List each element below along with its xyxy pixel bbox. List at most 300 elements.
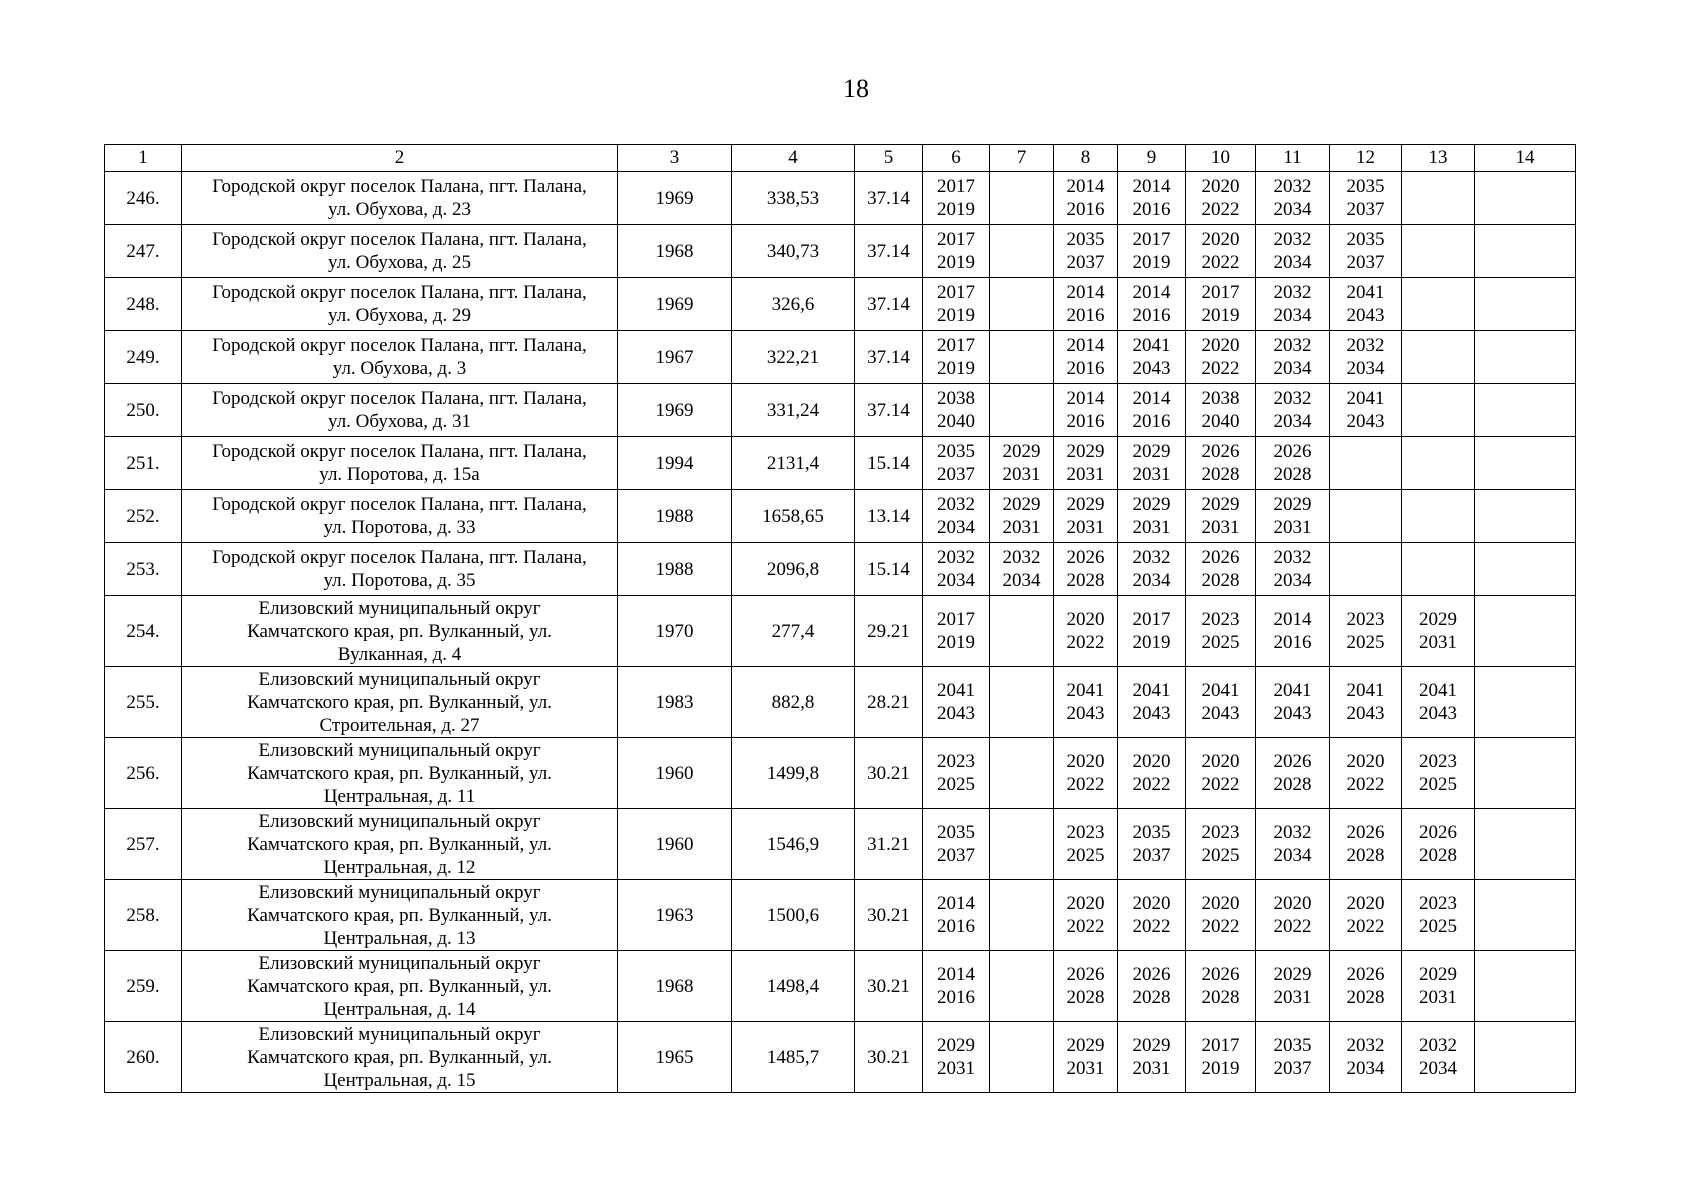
period-cell — [1054, 596, 1118, 667]
address-line: Елизовский муниципальный округ — [258, 810, 541, 832]
period-cell — [1256, 880, 1330, 951]
period-year: 2017 — [1132, 229, 1171, 250]
column-number: 8 — [1054, 145, 1118, 172]
row-number: 249. — [105, 331, 182, 384]
period-year: 2019 — [937, 305, 975, 326]
period-year: 2028 — [1201, 570, 1240, 591]
period-year: 2043 — [1346, 411, 1385, 432]
period-year: 2032 — [1273, 282, 1312, 303]
table-row — [105, 1022, 1576, 1093]
period-cell — [1475, 225, 1576, 278]
period-year: 2034 — [1346, 358, 1385, 379]
period-year: 2041 — [1346, 282, 1385, 303]
period-year: 2022 — [1201, 916, 1240, 937]
table-row — [105, 225, 1576, 278]
period-year: 2020 — [1132, 751, 1171, 772]
period-year: 2028 — [1201, 464, 1240, 485]
period-cell — [1054, 172, 1118, 225]
period-year: 2028 — [1066, 570, 1105, 591]
period-cell — [1475, 331, 1576, 384]
address-cell — [182, 543, 618, 596]
table-row — [105, 596, 1576, 667]
period-year: 2034 — [1273, 845, 1312, 866]
code-cell: 30.21 — [855, 951, 923, 1022]
table-row — [105, 437, 1576, 490]
period-year: 2022 — [1132, 916, 1171, 937]
code-cell: 31.21 — [855, 809, 923, 880]
period-year: 2016 — [937, 987, 975, 1008]
period-year: 2014 — [1132, 176, 1171, 197]
row-number: 246. — [105, 172, 182, 225]
period-cell — [1118, 543, 1186, 596]
address-line: Центральная, д. 14 — [323, 998, 476, 1020]
area-cell: 2131,4 — [732, 437, 855, 490]
period-cell — [1402, 490, 1475, 543]
period-year: 2034 — [1346, 1058, 1385, 1079]
period-cell — [1330, 880, 1402, 951]
period-cell — [1256, 667, 1330, 738]
period-cell — [990, 490, 1054, 543]
address-cell — [182, 225, 618, 278]
period-year: 2031 — [1132, 1058, 1171, 1079]
period-year: 2022 — [1201, 199, 1240, 220]
period-year: 2041 — [1132, 335, 1171, 356]
period-cell — [1054, 384, 1118, 437]
period-cell — [1054, 278, 1118, 331]
period-cell — [1256, 1022, 1330, 1093]
period-cell — [1402, 809, 1475, 880]
period-year: 2041 — [1346, 388, 1385, 409]
period-cell — [1118, 331, 1186, 384]
period-year: 2028 — [1273, 774, 1312, 795]
period-cell — [990, 809, 1054, 880]
period-cell — [1475, 596, 1576, 667]
table-row — [105, 490, 1576, 543]
period-cell — [1118, 384, 1186, 437]
period-year: 2019 — [937, 358, 975, 379]
period-year: 2037 — [937, 845, 975, 866]
table-row — [105, 543, 1576, 596]
period-year: 2040 — [1201, 411, 1240, 432]
period-cell — [1054, 1022, 1118, 1093]
period-year: 2035 — [1066, 229, 1105, 250]
build-year-cell: 1970 — [618, 596, 732, 667]
period-year: 2043 — [1132, 358, 1171, 379]
period-year: 2043 — [1419, 703, 1457, 724]
period-year: 2032 — [1273, 822, 1312, 843]
period-cell — [1402, 951, 1475, 1022]
address-cell — [182, 331, 618, 384]
period-cell — [1186, 738, 1256, 809]
period-cell — [990, 951, 1054, 1022]
period-year: 2017 — [1132, 609, 1171, 630]
period-year: 2026 — [1066, 547, 1105, 568]
build-year-cell: 1988 — [618, 490, 732, 543]
period-year: 2031 — [1066, 1058, 1105, 1079]
period-cell — [923, 543, 990, 596]
address-line: Камчатского края, рп. Вулканный, ул. — [247, 620, 552, 642]
period-cell — [990, 880, 1054, 951]
period-year: 2028 — [1273, 464, 1312, 485]
build-year-cell: 1963 — [618, 880, 732, 951]
period-year: 2014 — [937, 964, 975, 985]
period-cell — [1330, 384, 1402, 437]
period-year: 2019 — [937, 632, 975, 653]
address-line: Городской округ поселок Палана, пгт. Палана, — [212, 494, 587, 515]
period-year: 2034 — [1273, 358, 1312, 379]
period-year: 2023 — [1201, 822, 1240, 843]
period-cell — [1330, 331, 1402, 384]
address-line: ул. Поротова, д. 15а — [319, 464, 480, 485]
address-line: Елизовский муниципальный округ — [258, 1023, 541, 1045]
period-year: 2029 — [937, 1035, 975, 1056]
table-row — [105, 331, 1576, 384]
period-cell — [1054, 490, 1118, 543]
address-line: Городской округ поселок Палана, пгт. Палана, — [212, 547, 587, 568]
build-year-cell: 1969 — [618, 278, 732, 331]
period-year: 2020 — [1201, 751, 1240, 772]
column-number: 4 — [732, 145, 855, 172]
period-year: 2022 — [1066, 632, 1105, 653]
period-year: 2035 — [1346, 176, 1385, 197]
period-year: 2031 — [1066, 517, 1105, 538]
period-cell — [1256, 596, 1330, 667]
row-number: 247. — [105, 225, 182, 278]
table-row — [105, 278, 1576, 331]
period-year: 2020 — [1273, 893, 1312, 914]
period-year: 2041 — [1346, 680, 1385, 701]
row-number: 252. — [105, 490, 182, 543]
period-year: 2026 — [1419, 822, 1457, 843]
period-year: 2032 — [1273, 335, 1312, 356]
table-row — [105, 738, 1576, 809]
period-year: 2014 — [1066, 176, 1105, 197]
period-year: 2032 — [1273, 388, 1312, 409]
period-year: 2041 — [1201, 680, 1240, 701]
period-year: 2017 — [937, 609, 975, 630]
period-cell — [1402, 1022, 1475, 1093]
address-line: ул. Обухова, д. 29 — [328, 305, 471, 326]
column-number: 3 — [618, 145, 732, 172]
code-cell: 37.14 — [855, 172, 923, 225]
row-number: 255. — [105, 667, 182, 738]
address-line: Городской округ поселок Палана, пгт. Палана, — [212, 282, 587, 303]
period-year: 2029 — [1419, 964, 1457, 985]
period-year: 2022 — [1201, 358, 1240, 379]
period-year: 2025 — [1346, 632, 1385, 653]
period-year: 2014 — [1066, 282, 1105, 303]
period-cell — [1475, 1022, 1576, 1093]
period-year: 2022 — [1066, 916, 1105, 937]
area-cell: 1546,9 — [732, 809, 855, 880]
address-line: ул. Обухова, д. 31 — [328, 411, 471, 432]
period-cell — [1402, 880, 1475, 951]
period-year: 2041 — [1273, 680, 1312, 701]
build-year-cell: 1988 — [618, 543, 732, 596]
period-cell — [923, 437, 990, 490]
period-year: 2025 — [1419, 916, 1457, 937]
period-year: 2041 — [937, 680, 975, 701]
address-line: Центральная, д. 12 — [323, 856, 476, 878]
period-year: 2019 — [1201, 305, 1240, 326]
period-cell — [1402, 738, 1475, 809]
period-year: 2029 — [1066, 441, 1105, 462]
period-year: 2032 — [1273, 547, 1312, 568]
address-line: Центральная, д. 15 — [323, 1069, 476, 1091]
period-year: 2022 — [1066, 774, 1105, 795]
period-year: 2019 — [937, 252, 975, 273]
period-year: 2028 — [1346, 987, 1385, 1008]
column-number: 14 — [1475, 145, 1576, 172]
build-year-cell: 1960 — [618, 738, 732, 809]
period-year: 2022 — [1346, 774, 1385, 795]
period-cell — [1256, 809, 1330, 880]
period-cell — [1256, 172, 1330, 225]
period-cell — [1475, 809, 1576, 880]
period-year: 2031 — [937, 1058, 975, 1079]
code-cell: 28.21 — [855, 667, 923, 738]
period-cell — [1186, 437, 1256, 490]
period-cell — [1186, 596, 1256, 667]
period-cell — [1054, 951, 1118, 1022]
period-cell — [1118, 278, 1186, 331]
address-line: Камчатского края, рп. Вулканный, ул. — [247, 1046, 552, 1068]
period-cell — [1330, 490, 1402, 543]
period-cell — [1118, 880, 1186, 951]
period-year: 2040 — [937, 411, 975, 432]
code-cell: 15.14 — [855, 437, 923, 490]
row-number: 256. — [105, 738, 182, 809]
period-cell — [1054, 809, 1118, 880]
address-line: Елизовский муниципальный округ — [258, 668, 541, 690]
period-year: 2016 — [1132, 199, 1171, 220]
period-year: 2043 — [1132, 703, 1171, 724]
period-cell — [990, 437, 1054, 490]
period-year: 2016 — [1066, 199, 1105, 220]
period-cell — [1054, 437, 1118, 490]
address-cell — [182, 809, 618, 880]
period-cell — [1186, 331, 1256, 384]
row-number: 251. — [105, 437, 182, 490]
period-year: 2016 — [1066, 358, 1105, 379]
period-year: 2014 — [1066, 335, 1105, 356]
period-cell — [990, 384, 1054, 437]
area-cell: 1485,7 — [732, 1022, 855, 1093]
period-year: 2034 — [937, 570, 975, 591]
period-year: 2026 — [1273, 751, 1312, 772]
period-year: 2022 — [1273, 916, 1312, 937]
period-cell — [1054, 738, 1118, 809]
period-year: 2031 — [1273, 517, 1312, 538]
area-cell: 2096,8 — [732, 543, 855, 596]
period-cell — [1475, 738, 1576, 809]
address-cell — [182, 596, 618, 667]
period-cell — [923, 738, 990, 809]
period-year: 2031 — [1002, 464, 1041, 485]
period-year: 2025 — [937, 774, 975, 795]
period-year: 2032 — [1273, 176, 1312, 197]
address-line: Камчатского края, рп. Вулканный, ул. — [247, 762, 552, 784]
period-year: 2020 — [1346, 893, 1385, 914]
period-cell — [1330, 1022, 1402, 1093]
period-year: 2041 — [1419, 680, 1457, 701]
period-year: 2020 — [1201, 176, 1240, 197]
period-year: 2031 — [1419, 632, 1457, 653]
build-year-cell: 1968 — [618, 225, 732, 278]
period-year: 2014 — [1132, 388, 1171, 409]
build-year-cell: 1965 — [618, 1022, 732, 1093]
period-year: 2034 — [1002, 570, 1041, 591]
period-cell — [1402, 331, 1475, 384]
period-cell — [1475, 667, 1576, 738]
period-cell — [923, 331, 990, 384]
column-number: 12 — [1330, 145, 1402, 172]
period-year: 2029 — [1132, 494, 1171, 515]
period-year: 2020 — [1066, 893, 1105, 914]
period-year: 2020 — [1346, 751, 1385, 772]
period-year: 2016 — [1066, 411, 1105, 432]
period-year: 2037 — [1273, 1058, 1312, 1079]
period-year: 2034 — [1273, 199, 1312, 220]
period-year: 2043 — [1201, 703, 1240, 724]
period-cell — [1186, 172, 1256, 225]
period-year: 2043 — [1346, 305, 1385, 326]
code-cell: 29.21 — [855, 596, 923, 667]
period-year: 2034 — [1273, 570, 1312, 591]
period-cell — [1402, 278, 1475, 331]
table-row — [105, 809, 1576, 880]
address-cell — [182, 384, 618, 437]
period-cell — [1118, 172, 1186, 225]
period-year: 2037 — [1346, 199, 1385, 220]
address-line: Центральная, д. 13 — [323, 927, 476, 949]
period-cell — [1475, 172, 1576, 225]
period-cell — [1330, 809, 1402, 880]
address-line: ул. Обухова, д. 3 — [332, 358, 467, 379]
period-cell — [1256, 490, 1330, 543]
period-cell — [1186, 880, 1256, 951]
address-line: Городской округ поселок Палана, пгт. Палана, — [212, 388, 587, 409]
period-cell — [1330, 951, 1402, 1022]
code-cell: 30.21 — [855, 880, 923, 951]
address-line: Елизовский муниципальный округ — [258, 952, 541, 974]
period-year: 2026 — [1273, 441, 1312, 462]
code-cell: 13.14 — [855, 490, 923, 543]
period-year: 2028 — [1346, 845, 1385, 866]
code-cell: 37.14 — [855, 278, 923, 331]
period-year: 2016 — [1132, 305, 1171, 326]
period-cell — [1256, 331, 1330, 384]
period-year: 2029 — [1066, 494, 1105, 515]
period-year: 2026 — [1201, 964, 1240, 985]
period-cell — [990, 225, 1054, 278]
period-year: 2019 — [937, 199, 975, 220]
period-year: 2019 — [1201, 1058, 1240, 1079]
period-cell — [1256, 384, 1330, 437]
period-cell — [1118, 1022, 1186, 1093]
column-number: 1 — [105, 145, 182, 172]
period-cell — [923, 490, 990, 543]
period-cell — [1186, 278, 1256, 331]
build-year-cell: 1969 — [618, 172, 732, 225]
area-cell: 1499,8 — [732, 738, 855, 809]
period-year: 2043 — [937, 703, 975, 724]
address-line: Елизовский муниципальный округ — [258, 597, 541, 619]
period-cell — [1256, 543, 1330, 596]
period-cell — [1256, 951, 1330, 1022]
capital-repair-schedule-table — [104, 144, 1576, 1093]
period-year: 2031 — [1132, 517, 1171, 538]
period-cell — [1054, 667, 1118, 738]
period-year: 2020 — [1066, 609, 1105, 630]
area-cell: 338,53 — [732, 172, 855, 225]
column-number-row — [105, 145, 1576, 172]
row-number: 259. — [105, 951, 182, 1022]
period-cell — [1186, 543, 1256, 596]
row-number: 254. — [105, 596, 182, 667]
period-year: 2037 — [937, 464, 975, 485]
period-year: 2031 — [1419, 987, 1457, 1008]
address-line: Камчатского края, рп. Вулканный, ул. — [247, 975, 552, 997]
period-year: 2020 — [1066, 751, 1105, 772]
code-cell: 37.14 — [855, 331, 923, 384]
address-line: Городской округ поселок Палана, пгт. Палана, — [212, 176, 587, 197]
period-year: 2035 — [1132, 822, 1171, 843]
address-line: Городской округ поселок Палана, пгт. Палана, — [212, 441, 587, 462]
period-year: 2031 — [1201, 517, 1240, 538]
table-row — [105, 880, 1576, 951]
build-year-cell: 1969 — [618, 384, 732, 437]
period-cell — [1256, 738, 1330, 809]
period-year: 2016 — [1066, 305, 1105, 326]
period-cell — [923, 596, 990, 667]
period-cell — [1054, 880, 1118, 951]
column-number: 11 — [1256, 145, 1330, 172]
period-year: 2043 — [1346, 703, 1385, 724]
period-year: 2035 — [937, 822, 975, 843]
period-cell — [1118, 738, 1186, 809]
period-cell — [1118, 809, 1186, 880]
area-cell: 1658,65 — [732, 490, 855, 543]
period-year: 2022 — [1346, 916, 1385, 937]
table-row — [105, 172, 1576, 225]
period-year: 2020 — [1132, 893, 1171, 914]
build-year-cell: 1983 — [618, 667, 732, 738]
period-year: 2032 — [1273, 229, 1312, 250]
period-year: 2038 — [937, 388, 975, 409]
build-year-cell: 1960 — [618, 809, 732, 880]
period-year: 2026 — [1066, 964, 1105, 985]
build-year-cell: 1967 — [618, 331, 732, 384]
address-line: Строительная, д. 27 — [319, 714, 480, 736]
period-year: 2034 — [1419, 1058, 1457, 1079]
address-line: Елизовский муниципальный округ — [258, 881, 541, 903]
period-cell — [1475, 384, 1576, 437]
period-year: 2025 — [1066, 845, 1105, 866]
area-cell: 1498,4 — [732, 951, 855, 1022]
period-year: 2023 — [1066, 822, 1105, 843]
code-cell: 37.14 — [855, 225, 923, 278]
address-line: Елизовский муниципальный округ — [258, 739, 541, 761]
period-year: 2016 — [937, 916, 975, 937]
period-cell — [923, 225, 990, 278]
period-cell — [1402, 384, 1475, 437]
address-cell — [182, 667, 618, 738]
table-row — [105, 384, 1576, 437]
period-year: 2014 — [937, 893, 975, 914]
period-year: 2032 — [1002, 547, 1041, 568]
period-year: 2038 — [1201, 388, 1240, 409]
